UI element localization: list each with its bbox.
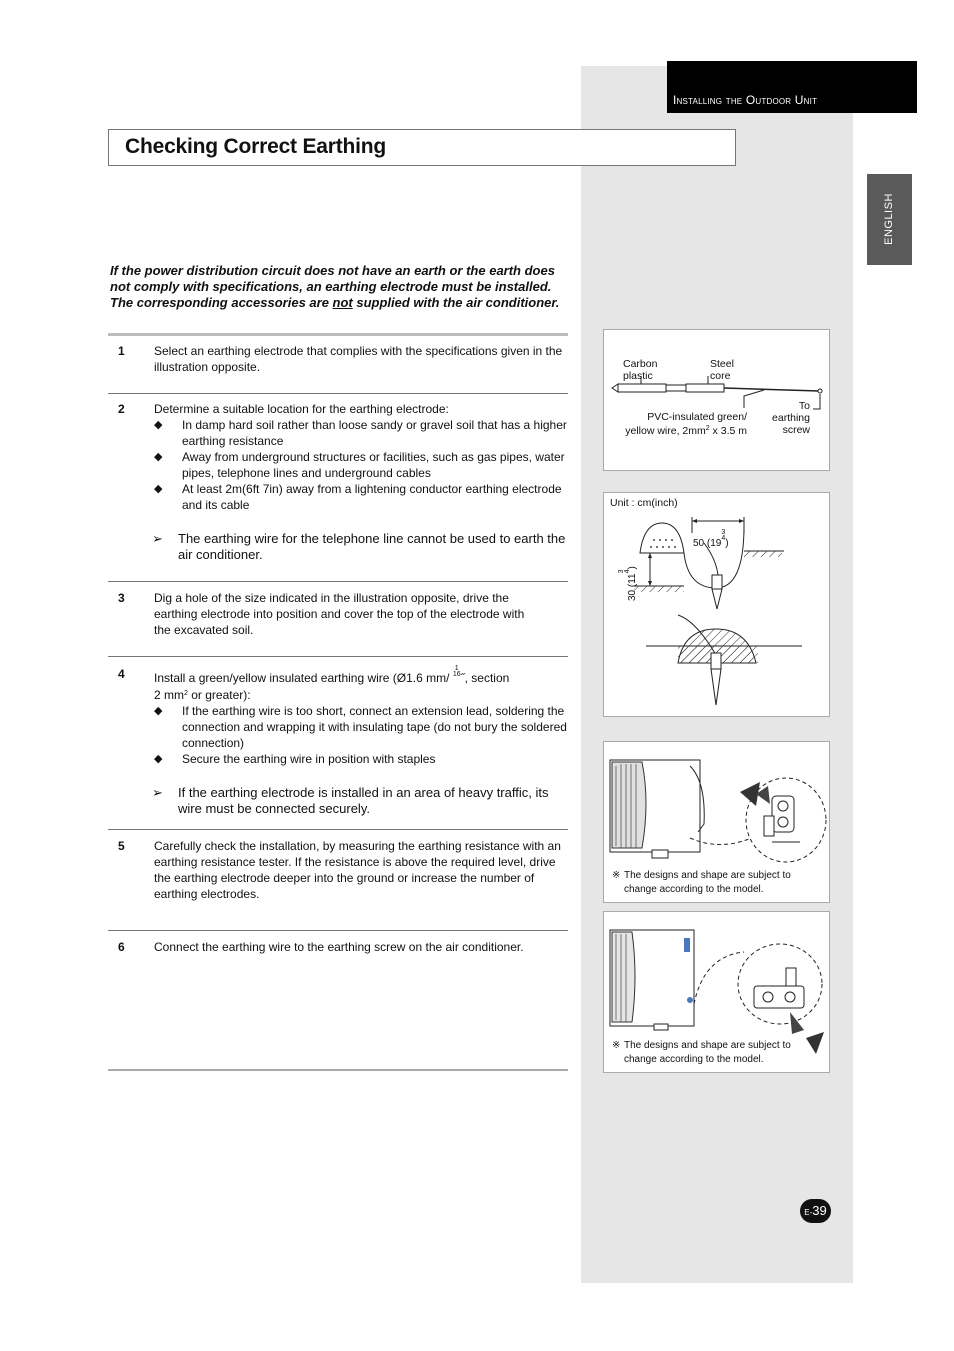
page-number-badge: E-39 — [800, 1199, 831, 1223]
depth-dimension: 30 (113 4) — [618, 566, 638, 601]
arrow-icon: ➢ — [152, 531, 163, 546]
fraction: 3 4 — [721, 529, 726, 542]
width-dimension: 50 (193 4) — [693, 529, 729, 549]
step-number: 5 — [118, 839, 125, 853]
unit-label: Unit : cm(inch) — [610, 497, 678, 509]
step-4 — [108, 666, 568, 817]
step-number: 6 — [118, 940, 125, 954]
language-tab — [867, 174, 912, 265]
title-box — [108, 129, 736, 166]
step-2 — [108, 401, 568, 563]
step-number: 1 — [118, 344, 125, 358]
step-6 — [108, 939, 568, 955]
divider — [108, 829, 568, 830]
hole-figure — [603, 492, 830, 717]
step-text: Select an earthing electrode that complies with the specifications given in the illustration opposite. — [154, 344, 563, 374]
fraction: 3 4 — [618, 569, 631, 574]
unit-connection-figure-1 — [603, 741, 830, 903]
divider — [108, 393, 568, 394]
step-note: ➢ The earthing wire for the telephone line cannot be used to earth the air conditioner. — [152, 531, 566, 562]
bullet-item: ◆ In damp hard soil rather than loose sandy or gravel soil that has a higher earthing resistance — [154, 417, 568, 449]
language-tab-label: ENGLISH — [883, 193, 895, 245]
page-title: Checking Correct Earthing — [125, 135, 387, 158]
label-to-earthing-screw: To earthing screw — [772, 400, 810, 436]
label-carbon-plastic: Carbon plastic — [623, 358, 658, 382]
step-3 — [108, 590, 568, 638]
step-text: Connect the earthing wire to the earthing screw on the air conditioner. — [154, 940, 524, 954]
fraction: 1 16 — [452, 665, 461, 678]
electrode-figure — [603, 329, 830, 471]
unit-connection-figure-2 — [603, 911, 830, 1073]
bullet-item: ◆ Secure the earthing wire in position with staples — [154, 751, 568, 767]
step-number: 3 — [118, 591, 125, 605]
label-pvc-wire: PVC-insulated green/ yellow wire, $2mm^2$ x 3.5 m — [625, 411, 747, 437]
intro-underlined-word: not — [332, 295, 353, 310]
step-number: 2 — [118, 402, 125, 416]
divider — [108, 930, 568, 931]
bullet-item: ◆ If the earthing wire is too short, connect an extension lead, soldering the connection and wrapping it with insulating tape (do not bury the soldered connection) — [154, 703, 568, 751]
divider — [108, 581, 568, 582]
caption-2: ※ The designs and shape are subject to change according to the model. — [612, 1040, 791, 1065]
bullet-item: ◆ At least 2m(6ft 7in) away from a lightening conductor earthing electrode and its cable — [154, 481, 568, 513]
step-note: ➢ If the earthing electrode is installed in an area of heavy traffic, its wire must be connected securely. — [152, 785, 549, 816]
divider-bottom — [108, 1069, 568, 1071]
bullet-list — [154, 703, 568, 767]
label-steel-core: Steel core — [710, 358, 734, 382]
step-number: 4 — [118, 667, 125, 681]
bullet-item: ◆ Away from underground structures or facilities, such as gas pipes, water pipes, telephone lines and underground cables — [154, 449, 568, 481]
step-text: Install a green/yellow insulated earthing wire (Ø1.6 mm/ 1 16˝, section 2 $mm^2$ or greater): — [154, 665, 510, 702]
caption-1: ※ The designs and shape are subject to change according to the model. — [612, 870, 791, 895]
bullet-list — [154, 417, 568, 513]
arrow-icon: ➢ — [152, 785, 163, 800]
divider — [108, 656, 568, 657]
step-text: Determine a suitable location for the earthing electrode: — [154, 402, 449, 416]
section-header: Installing the Outdoor Unit — [667, 61, 917, 113]
step-text: Dig a hole of the size indicated in the illustration opposite, drive the earthing electrode into position and cover the top of the electrode with the excavated soil. — [154, 591, 525, 637]
divider-top — [108, 333, 568, 336]
hole-illustration — [604, 493, 831, 718]
step-1 — [108, 343, 568, 375]
step-text: Carefully check the installation, by measuring the earthing resistance with an earthing resistance tester. If the resistance is above the required level, drive the earthing electrode deeper into the ground or increase the number of earthing electrodes. — [154, 839, 561, 901]
step-5 — [108, 838, 568, 902]
intro-paragraph: If the power distribution circuit does not have an earth or the earth does not comply with specifications, an earthing electrode must be installed. The corresponding accessories are not supplied with the air conditioner. — [110, 263, 560, 310]
